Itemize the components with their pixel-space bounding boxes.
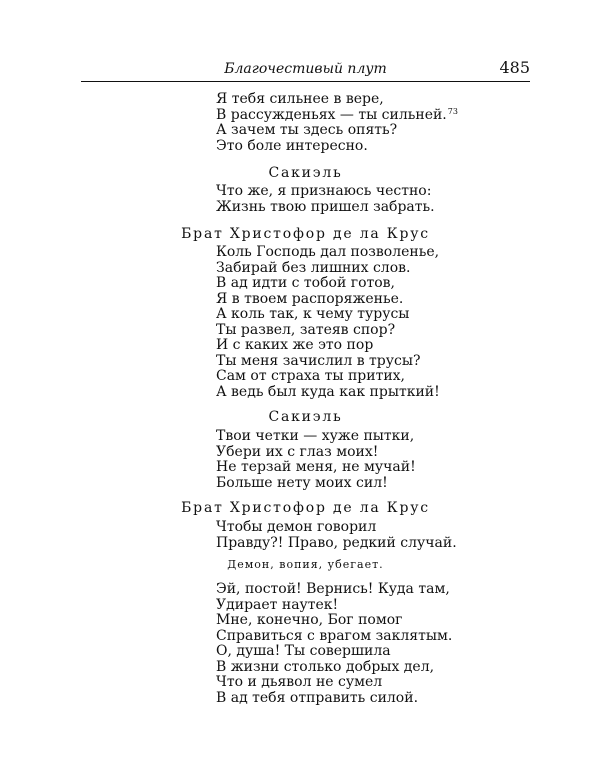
verse-line: Мне, конечно, Бог помог — [216, 612, 403, 628]
verse-line — [216, 107, 458, 123]
speaker-name: Сакиэль — [268, 409, 343, 425]
header-rule — [81, 81, 530, 82]
verse-line: А коль так, к чему турусы — [216, 306, 410, 322]
page-number: 485 — [499, 58, 530, 77]
verse-line: Справиться с врагом заклятым. — [216, 628, 453, 644]
verse-line: Я в твоем распоряженье. — [216, 291, 404, 307]
verse-line: Правду?! Право, редкий случай. — [216, 535, 457, 551]
verse-line: Больше нету моих сил! — [216, 475, 388, 491]
verse-line: А зачем ты здесь опять? — [216, 122, 398, 138]
verse-line: Чтобы демон говорил — [216, 519, 377, 535]
verse-line: В жизни столько добрых дел, — [216, 659, 435, 675]
verse-line: Убери их с глаз моих! — [216, 444, 379, 460]
verse-line: Забирай без лишних слов. — [216, 260, 411, 276]
verse-line: В ад идти с тобой готов, — [216, 275, 396, 291]
footnote-ref: 73 — [447, 107, 458, 116]
verse-line: Ты развел, затеяв спор? — [216, 322, 396, 338]
verse-line: Эй, постой! Вернись! Куда там, — [216, 581, 450, 597]
verse-line: В ад тебя отправить силой. — [216, 690, 419, 706]
verse-line: А ведь был куда как прыткий! — [216, 384, 440, 400]
verse-line: О, душа! Ты совершила — [216, 643, 391, 659]
verse-line: Твои четки — хуже пытки, — [216, 428, 415, 444]
verse-line: Удирает наутек! — [216, 597, 339, 613]
speaker-name: Сакиэль — [268, 165, 343, 181]
verse-line: Жизнь твою пришел забрать. — [216, 199, 435, 215]
verse-line: Что же, я признаюсь честно: — [216, 183, 432, 199]
verse-line: Коль Господь дал позволенье, — [216, 244, 440, 260]
verse-line: Не терзай меня, не мучай! — [216, 459, 416, 475]
verse-line: И с каких же это пор — [216, 337, 374, 353]
running-title: Благочестивый плут — [224, 61, 387, 77]
verse-line-text: В рассужденьях — ты сильней. — [216, 107, 447, 123]
speaker-name: Брат Христофор де ла Крус — [181, 226, 430, 242]
verse-line: Ты меня зачислил в трусы? — [216, 353, 421, 369]
stage-direction: Демон, вопия, убегает. — [227, 558, 384, 571]
verse-line: Сам от страха ты притих, — [216, 368, 405, 384]
speaker-name: Брат Христофор де ла Крус — [181, 500, 430, 516]
verse-line: Это боле интересно. — [216, 138, 368, 154]
verse-line: Что и дьявол не сумел — [216, 674, 383, 690]
running-head — [81, 60, 530, 82]
verse-line: Я тебя сильнее в вере, — [216, 91, 384, 107]
